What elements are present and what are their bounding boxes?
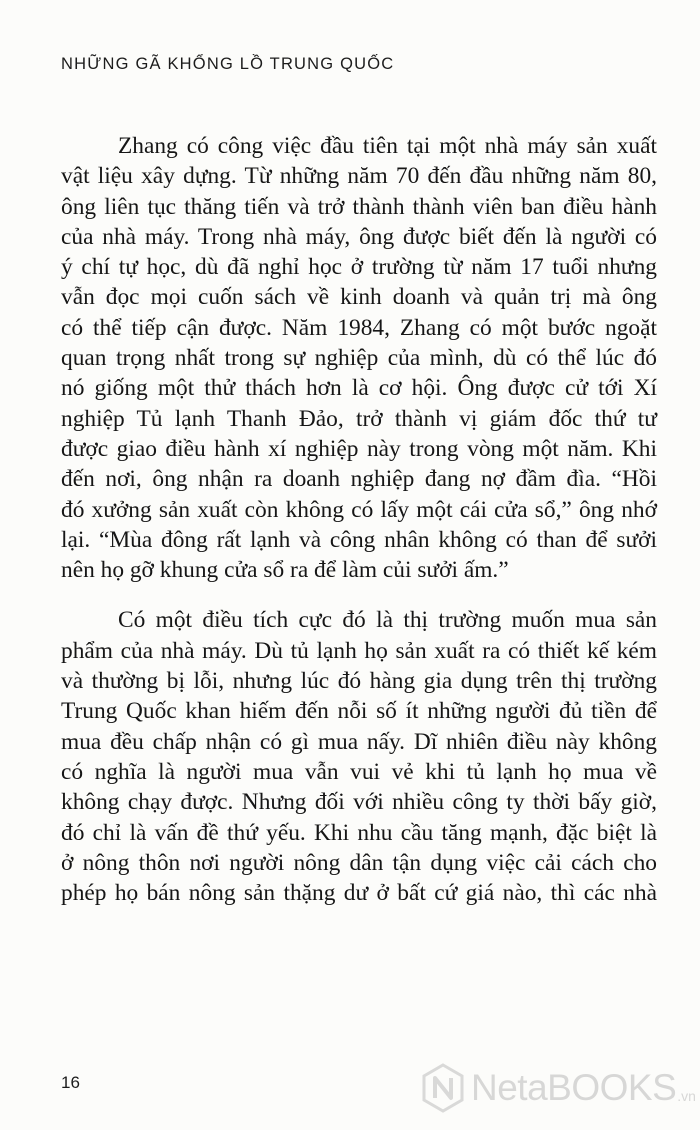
text-line: Zhang có công việc đầu tiên tại một nhà máy sản xuất: [118, 133, 657, 159]
text-line: Trung Quốc khan hiếm đến nỗi số ít những người đủ tiền để: [61, 698, 657, 725]
text-line: đến nơi, ông nhận ra doanh nghiệp đang nợ đầm đìa. “Hồi: [61, 466, 657, 493]
text-line: nghiệp Tủ lạnh Thanh Đảo, trở thành vị giám đốc thứ tư: [61, 405, 657, 432]
watermark: [421, 1058, 696, 1118]
text-line: phép họ bán nông sản thặng dư ở bất cứ giá nào, thì các nhà: [61, 880, 657, 907]
netabooks-logo-icon: [421, 1063, 465, 1113]
text-line: có thể tiếp cận được. Năm 1984, Zhang có một bước ngoặt: [61, 314, 657, 341]
text-line: lại. “Mùa đông rất lạnh và công nhân không có than để sưởi: [61, 526, 657, 553]
watermark-brand-text: NetaBOOKS: [471, 1067, 677, 1108]
text-line: ông liên tục thăng tiến và trở thành thành viên ban điều hành: [61, 193, 657, 220]
paragraph: [61, 605, 657, 908]
paragraph: [61, 131, 657, 585]
body-text: [61, 131, 657, 908]
page-number: 16: [61, 1073, 80, 1092]
text-line: vẫn đọc mọi cuốn sách về kinh doanh và quản trị mà ông: [61, 284, 657, 311]
watermark-domain-suffix: .vn: [677, 1088, 696, 1104]
text-line: Có một điều tích cực đó là thị trường muốn mua sản: [118, 607, 657, 634]
text-line: của nhà máy. Trong nhà máy, ông được biết đến là người có: [61, 223, 657, 250]
text-line: nó giống một thử thách hơn là cơ hội. Ông được cử tới Xí: [61, 375, 657, 402]
text-line: quan trọng nhất trong sự nghiệp của mình, dù có thể lúc đó: [61, 345, 657, 372]
text-line: được giao điều hành xí nghiệp này trong vòng một năm. Khi: [61, 435, 657, 462]
paragraph-gap: [61, 585, 657, 605]
text-line: có nghĩa là người mua vẫn vui vẻ khi tủ lạnh họ mua về: [61, 758, 657, 785]
text-line: đó chỉ là vấn đề thứ yếu. Khi nhu cầu tăng mạnh, đặc biệt là: [61, 819, 657, 846]
text-line: mua đều chấp nhận có gì mua nấy. Dĩ nhiên điều này không: [61, 728, 657, 755]
text-line: và thường bị lỗi, nhưng lúc đó hàng gia dụng trên thị trường: [61, 668, 657, 695]
text-line: ở nông thôn nơi người nông dân tận dụng việc cải cách cho: [61, 849, 657, 876]
running-head-title: NHỮNG GÃ KHỔNG LỒ TRUNG QUỐC: [61, 55, 395, 73]
text-line: không chạy được. Nhưng đối với nhiều công ty thời bấy giờ,: [61, 789, 657, 816]
text-line: phẩm của nhà máy. Dù tủ lạnh họ sản xuất ra có thiết kế kém: [61, 637, 657, 664]
text-line: đó xưởng sản xuất còn không có lấy một cái cửa sổ,” ông nhớ: [61, 496, 657, 523]
text-line: ý chí tự học, dù đã nghỉ học ở trường từ năm 17 tuổi nhưng: [61, 254, 657, 281]
text-line: vật liệu xây dựng. Từ những năm 70 đến đầu những năm 80,: [61, 163, 657, 190]
text-line: nên họ gỡ khung cửa sổ ra để làm củi sưởi ấm.”: [61, 557, 509, 584]
